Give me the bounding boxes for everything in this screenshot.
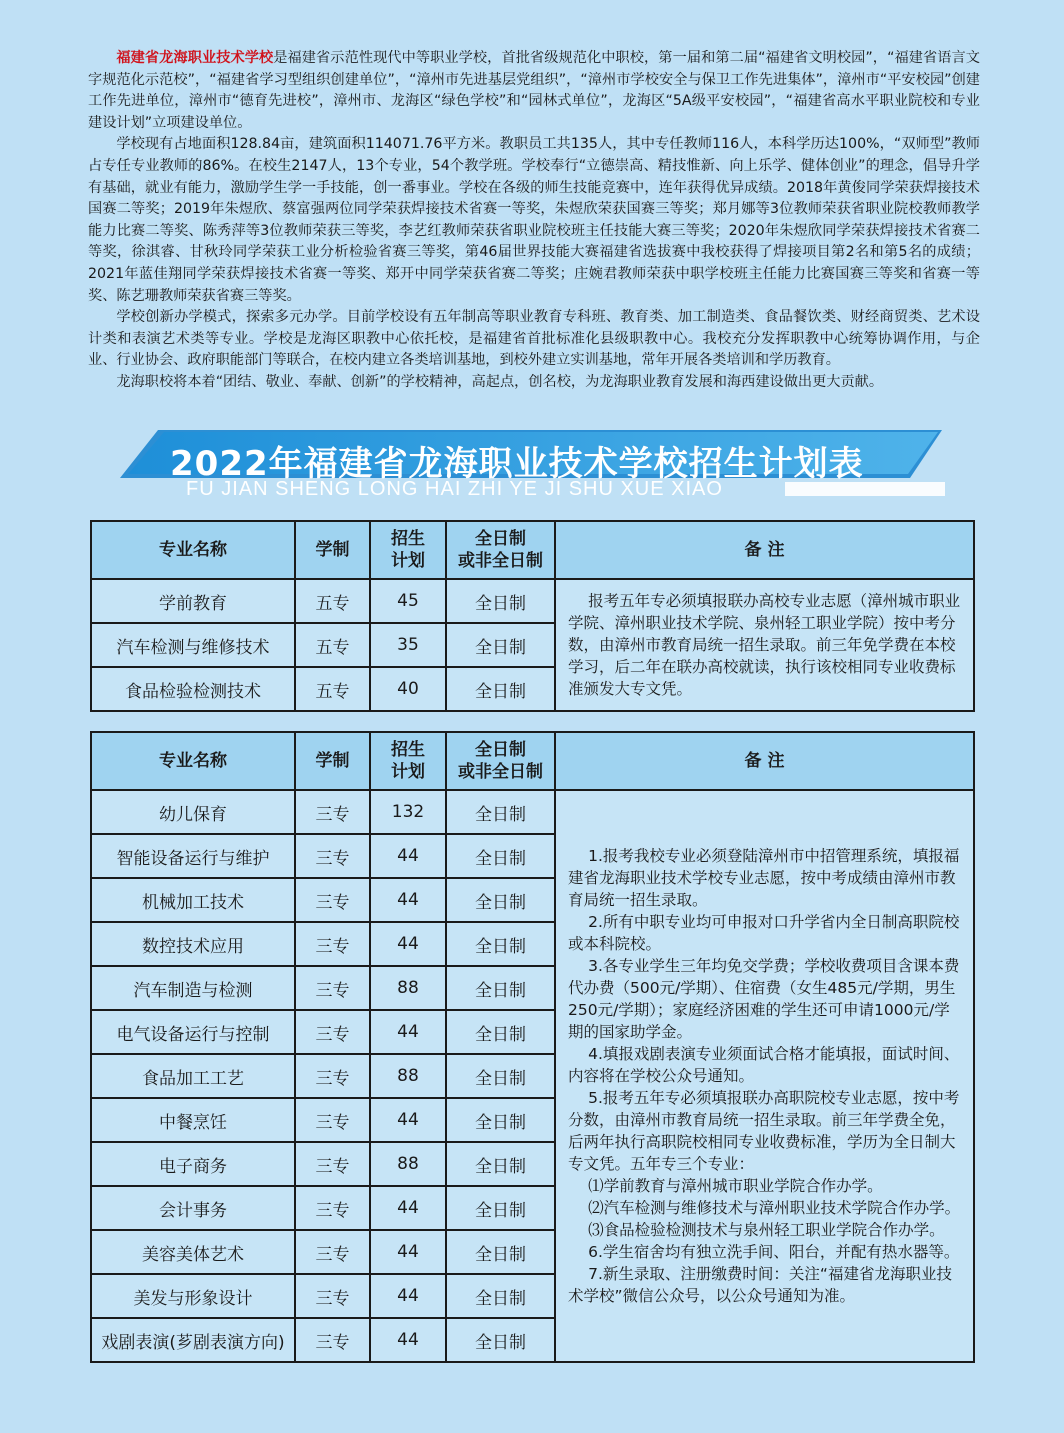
major-cell: 机械加工技术 bbox=[91, 878, 295, 922]
five-year-plan-table bbox=[90, 520, 975, 712]
header-note: 备 注 bbox=[555, 521, 974, 579]
system-cell: 五专 bbox=[295, 579, 370, 623]
major-cell: 会计事务 bbox=[91, 1186, 295, 1230]
system-cell: 三专 bbox=[295, 1098, 370, 1142]
plan-cell: 132 bbox=[370, 790, 446, 834]
major-cell: 数控技术应用 bbox=[91, 922, 295, 966]
plan-cell: 45 bbox=[370, 579, 446, 623]
header-mode: 全日制 或非全日制 bbox=[446, 521, 555, 579]
header-system: 学制 bbox=[295, 732, 370, 790]
major-cell: 电子商务 bbox=[91, 1142, 295, 1186]
mode-cell: 全日制 bbox=[446, 834, 555, 878]
mode-cell: 全日制 bbox=[446, 667, 555, 711]
major-cell: 智能设备运行与维护 bbox=[91, 834, 295, 878]
system-cell: 三专 bbox=[295, 1054, 370, 1098]
system-cell: 三专 bbox=[295, 1230, 370, 1274]
header-major: 专业名称 bbox=[91, 521, 295, 579]
mode-cell: 全日制 bbox=[446, 922, 555, 966]
system-cell: 三专 bbox=[295, 966, 370, 1010]
plan-cell: 44 bbox=[370, 1230, 446, 1274]
mode-cell: 全日制 bbox=[446, 1010, 555, 1054]
plan-cell: 44 bbox=[370, 1274, 446, 1318]
plan-cell: 35 bbox=[370, 623, 446, 667]
plan-cell: 44 bbox=[370, 1098, 446, 1142]
system-cell: 三专 bbox=[295, 1186, 370, 1230]
major-cell: 美发与形象设计 bbox=[91, 1274, 295, 1318]
header-system: 学制 bbox=[295, 521, 370, 579]
school-name: 福建省龙海职业技术学校 bbox=[116, 50, 274, 66]
mode-cell: 全日制 bbox=[446, 623, 555, 667]
major-cell: 幼儿保育 bbox=[91, 790, 295, 834]
table-header-row bbox=[91, 521, 974, 579]
major-cell: 电气设备运行与控制 bbox=[91, 1010, 295, 1054]
mode-cell: 全日制 bbox=[446, 1054, 555, 1098]
intro-text bbox=[88, 48, 980, 394]
plan-cell: 88 bbox=[370, 966, 446, 1010]
header-plan: 招生 计划 bbox=[370, 521, 446, 579]
note-cell-five-year: 报考五年专必须填报联办高校专业志愿（漳州城市职业学院、漳州职业技术学院、泉州轻工职业学院）按中考分数，由漳州市教育局统一招生录取。前三年免学费在本校学习，后二年在联办高校就读，执行该校相同专业收费标准颁发大专文凭。 bbox=[555, 579, 974, 711]
note-cell-three-year: 1.报考我校专业必须登陆漳州市中招管理系统，填报福建省龙海职业技术学校专业志愿，按中考成绩由漳州市教育局统一招生录取。 2.所有中职专业均可申报对口升学省内全日制高职院校或本科院校。 3.各专业学生三年均免交学费；学校收费项目含课本费代办费（500元/学期）、住宿费（女生485元/学期，男生250元/学期）；家庭经济困难的学生还可申请1000元/学期的国家助学金。 4.填报戏剧表演专业须面试合格才能填报，面试时间、内容将在学校公众号通知。 5.报考五年专必须填报联办高职院校专业志愿，按中考分数，由漳州市教育局统一招生录取。前三年学费全免，后两年执行高职院校相同专业收费标准，学历为全日制大专文凭。五年专三个专业： ⑴学前教育与漳州城市职业学院合作办学。 ⑵汽车检测与维修技术与漳州职业技术学院合作办学。 ⑶食品检验检测技术与泉州轻工职业学院合作办学。 6.学生宿舍均有独立洗手间、阳台，并配有热水器等。 7.新生录取、注册缴费时间：关注“福建省龙海职业技术学校”微信公众号，以公众号通知为准。 bbox=[555, 790, 974, 1362]
banner-title: 2022年福建省龙海职业技术学校招生计划表 bbox=[170, 444, 864, 484]
system-cell: 三专 bbox=[295, 834, 370, 878]
plan-cell: 88 bbox=[370, 1142, 446, 1186]
plan-cell: 44 bbox=[370, 1010, 446, 1054]
mode-cell: 全日制 bbox=[446, 1230, 555, 1274]
table-row bbox=[91, 790, 974, 834]
major-cell: 汽车检测与维修技术 bbox=[91, 623, 295, 667]
system-cell: 三专 bbox=[295, 790, 370, 834]
mode-cell: 全日制 bbox=[446, 1186, 555, 1230]
header-note: 备 注 bbox=[555, 732, 974, 790]
mode-cell: 全日制 bbox=[446, 1318, 555, 1362]
table-row bbox=[91, 579, 974, 623]
mode-cell: 全日制 bbox=[446, 1098, 555, 1142]
mode-cell: 全日制 bbox=[446, 1142, 555, 1186]
system-cell: 五专 bbox=[295, 623, 370, 667]
mode-cell: 全日制 bbox=[446, 878, 555, 922]
mode-cell: 全日制 bbox=[446, 1274, 555, 1318]
system-cell: 三专 bbox=[295, 922, 370, 966]
header-plan: 招生 计划 bbox=[370, 732, 446, 790]
plan-cell: 44 bbox=[370, 878, 446, 922]
major-cell: 食品检验检测技术 bbox=[91, 667, 295, 711]
intro-paragraph-3: 学校创新办学模式，探索多元办学。目前学校设有五年制高等职业教育专科班、教育类、加工制造类、食品餐饮类、财经商贸类、艺术设计类和表演艺术类等专业。学校是龙海区职教中心依托校，是福建省首批标准化县级职教中心。我校充分发挥职教中心统筹协调作用，与企业、行业协会、政府职能部门等联合，在校内建立各类培训基地，到校外建立实训基地，常年开展各类培训和学历教育。 bbox=[88, 309, 980, 369]
system-cell: 五专 bbox=[295, 667, 370, 711]
mode-cell: 全日制 bbox=[446, 966, 555, 1010]
system-cell: 三专 bbox=[295, 1142, 370, 1186]
three-year-plan-table bbox=[90, 731, 975, 1363]
header-mode: 全日制 或非全日制 bbox=[446, 732, 555, 790]
plan-cell: 44 bbox=[370, 922, 446, 966]
major-cell: 戏剧表演(芗剧表演方向) bbox=[91, 1318, 295, 1362]
system-cell: 三专 bbox=[295, 1274, 370, 1318]
plan-cell: 44 bbox=[370, 1318, 446, 1362]
header-major: 专业名称 bbox=[91, 732, 295, 790]
plan-cell: 88 bbox=[370, 1054, 446, 1098]
major-cell: 美容美体艺术 bbox=[91, 1230, 295, 1274]
mode-cell: 全日制 bbox=[446, 790, 555, 834]
major-cell: 学前教育 bbox=[91, 579, 295, 623]
intro-paragraph-4: 龙海职校将本着“团结、敬业、奉献、创新”的学校精神，高起点，创名校，为龙海职业教育发展和海西建设做出更大贡献。 bbox=[116, 373, 884, 390]
plan-cell: 44 bbox=[370, 1186, 446, 1230]
system-cell: 三专 bbox=[295, 1318, 370, 1362]
table-header-row bbox=[91, 732, 974, 790]
mode-cell: 全日制 bbox=[446, 579, 555, 623]
plan-cell: 44 bbox=[370, 834, 446, 878]
major-cell: 汽车制造与检测 bbox=[91, 966, 295, 1010]
system-cell: 三专 bbox=[295, 1010, 370, 1054]
intro-paragraph-2: 学校现有占地面积128.84亩，建筑面积114071.76平方米。教职员工共135人，其中专任教师116人，本科学历达100%，“双师型”教师占专任专业教师的86%。在校生2147人，13个专业，54个教学班。学校奉行“立德崇高、精技惟新、向上乐学、健体创业”的理念，倡导升学有基础，就业有能力，激励学生学一手技能，创一番事业。学校在各级的师生技能竞赛中，连年获得优异成绩。2018年黄俊同学荣获焊接技术国赛二等奖；2019年朱煜欣、蔡富强两位同学荣获焊接技术省赛一等奖，朱煜欣荣获国赛三等奖；郑月娜等3位教师荣获省职业院校教师教学能力比赛二等奖、陈秀萍等3位教师荣获三等奖，李艺红教师荣获省职业院校班主任技能大赛三等奖；2020年朱煜欣同学荣获焊接技术省赛二等奖，徐淇睿、甘秋玲同学荣获工业分析检验省赛三等奖，第46届世界技能大赛福建省选拔赛中我校获得了焊接项目第2名和第5名的成绩；2021年蓝佳翔同学荣获焊接技术省赛一等奖、郑开中同学荣获省赛二等奖；庄婉君教师荣获中职学校班主任能力比赛国赛三等奖和省赛一等奖、陈艺珊教师荣获省赛三等奖。 bbox=[88, 136, 980, 304]
major-cell: 中餐烹饪 bbox=[91, 1098, 295, 1142]
title-banner bbox=[120, 430, 950, 500]
intro-paragraph-1: 福建省龙海职业技术学校是福建省示范性现代中等职业学校，首批省级规范化中职校，第一届和第二届“福建省文明校园”，“福建省语言文字规范化示范校”，“福建省学习型组织创建单位”，“漳州市先进基层党组织”，“漳州市学校安全与保卫工作先进集体”，漳州市“平安校园”创建工作先进单位，漳州市“德育先进校”，漳州市、龙海区“绿色学校”和“园林式单位”，龙海区“5A级平安校园”，“福建省高水平职业院校和专业建设计划”立项建设单位。 bbox=[88, 50, 980, 131]
plan-cell: 40 bbox=[370, 667, 446, 711]
major-cell: 食品加工工艺 bbox=[91, 1054, 295, 1098]
system-cell: 三专 bbox=[295, 878, 370, 922]
banner-subtitle: FU JIAN SHENG LONG HAI ZHI YE JI SHU XUE XIAO bbox=[186, 478, 723, 500]
